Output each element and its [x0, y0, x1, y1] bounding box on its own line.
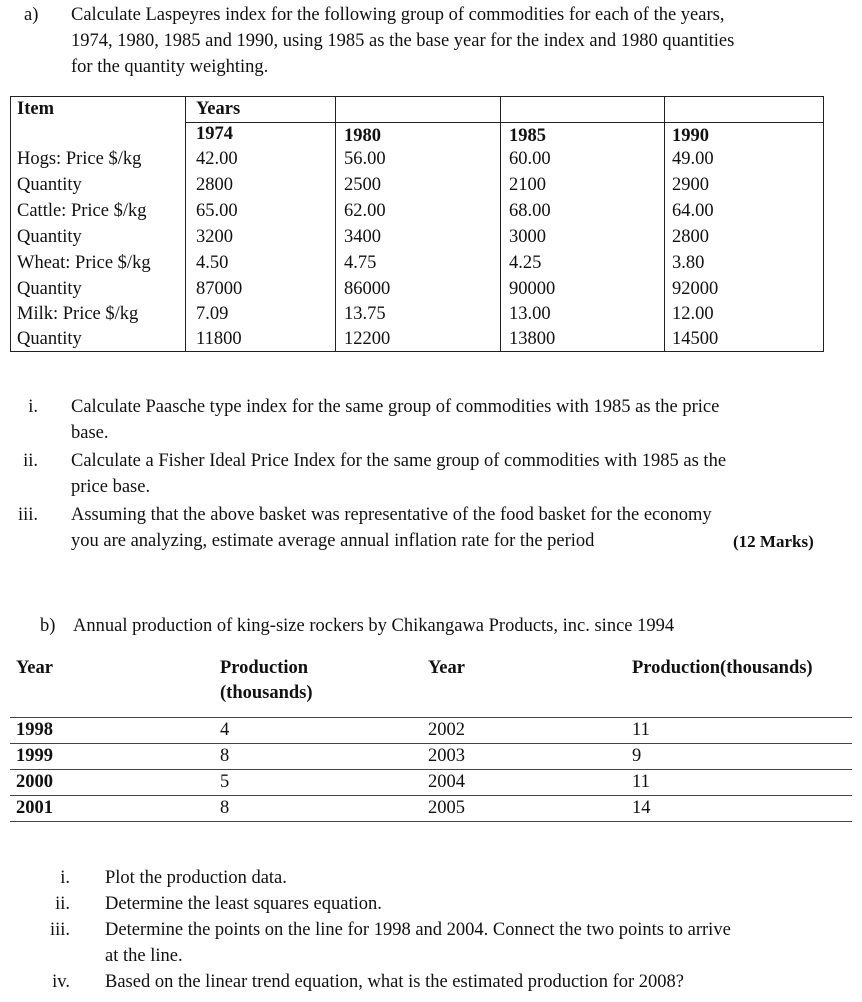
cell-value: 3200 [196, 227, 233, 247]
year-header-1985: 1985 [509, 126, 546, 146]
marks-label: (12 Marks) [733, 532, 814, 551]
part-a-text-line-2: 1974, 1980, 1985 and 1990, using 1985 as the base year for the index and 1980 quantities [71, 31, 735, 51]
year-header: Year [16, 658, 53, 678]
list-number: i. [28, 397, 38, 417]
row-label: Quantity [17, 227, 82, 247]
list-number: iii. [17, 505, 38, 525]
row-label: Quantity [17, 175, 82, 195]
list-text-line: Determine the least squares equation. [105, 894, 382, 914]
part-a-text-line-3: for the quantity weighting. [71, 57, 269, 77]
table-column-divider [664, 96, 665, 352]
cell-value: 13.00 [509, 304, 551, 324]
list-text-line: at the line. [105, 946, 183, 966]
table-column-divider [185, 96, 186, 352]
cell-value: 4.50 [196, 253, 229, 273]
list-text-line: price base. [71, 477, 151, 497]
cell-value: 11800 [196, 329, 242, 349]
cell-value: 3000 [509, 227, 546, 247]
cell-value: 7.09 [196, 304, 229, 324]
part-a-label: a) [24, 5, 39, 25]
table-row-divider [10, 795, 852, 796]
cell-value: 12.00 [672, 304, 714, 324]
year-cell: 1999 [16, 746, 53, 766]
cell-value: 86000 [344, 279, 391, 299]
cell-value: 2800 [196, 175, 233, 195]
list-number: iv. [52, 972, 70, 992]
year-cell: 2002 [428, 720, 465, 740]
year-cell: 1998 [16, 720, 53, 740]
production-cell: 11 [632, 720, 650, 740]
production-cell: 5 [220, 772, 230, 792]
table-row-divider [10, 717, 852, 718]
list-text-line: Based on the linear trend equation, what is the estimated production for 2008? [105, 972, 684, 992]
year-cell: 2005 [428, 798, 465, 818]
production-cell: 8 [220, 798, 230, 818]
cell-value: 13800 [509, 329, 556, 349]
list-number: ii. [23, 451, 38, 471]
cell-value: 49.00 [672, 149, 714, 169]
cell-value: 2100 [509, 175, 546, 195]
production-cell: 8 [220, 746, 230, 766]
production-header-line-1: Production [220, 658, 309, 678]
year-header-2: Year [428, 658, 465, 678]
production-cell: 14 [632, 798, 651, 818]
cell-value: 60.00 [509, 149, 551, 169]
list-text-line: Plot the production data. [105, 868, 287, 888]
production-header-line-2: (thousands) [220, 683, 313, 703]
year-cell: 2004 [428, 772, 465, 792]
cell-value: 3.80 [672, 253, 705, 273]
cell-value: 42.00 [196, 149, 238, 169]
year-cell: 2000 [16, 772, 53, 792]
list-number: i. [60, 868, 70, 888]
cell-value: 90000 [509, 279, 556, 299]
list-text-line: Calculate Paasche type index for the same group of commodities with 1985 as the price [71, 397, 720, 417]
cell-value: 62.00 [344, 201, 386, 221]
cell-value: 87000 [196, 279, 243, 299]
row-label: Cattle: Price $/kg [17, 201, 147, 221]
cell-value: 12200 [344, 329, 391, 349]
table-row-divider [10, 743, 852, 744]
cell-value: 2800 [672, 227, 709, 247]
cell-value: 65.00 [196, 201, 238, 221]
row-label: Quantity [17, 329, 82, 349]
cell-value: 4.25 [509, 253, 542, 273]
table-column-divider [500, 96, 501, 352]
part-b-label: b) [40, 616, 56, 636]
production-cell: 11 [632, 772, 650, 792]
cell-value: 3400 [344, 227, 381, 247]
production-header-2: Production(thousands) [632, 658, 813, 678]
cell-value: 64.00 [672, 201, 714, 221]
table-column-divider [335, 96, 336, 352]
row-label: Hogs: Price $/kg [17, 149, 142, 169]
cell-value: 68.00 [509, 201, 551, 221]
table-row-divider [10, 769, 852, 770]
row-label: Wheat: Price $/kg [17, 253, 151, 273]
table-row-divider [10, 821, 852, 822]
year-cell: 2001 [16, 798, 53, 818]
year-header-1990: 1990 [672, 126, 709, 146]
years-header: Years [196, 99, 241, 119]
part-b-text: Annual production of king-size rockers by Chikangawa Products, inc. since 1994 [73, 616, 675, 636]
part-a-text-line-1: Calculate Laspeyres index for the following group of commodities for each of the years, [71, 5, 725, 25]
cell-value: 2500 [344, 175, 381, 195]
year-header-1974: 1974 [196, 124, 233, 144]
list-number: iii. [49, 920, 70, 940]
commodities-table [10, 96, 824, 352]
list-text-line: Determine the points on the line for 1998 and 2004. Connect the two points to arrive [105, 920, 731, 940]
item-header: Item [17, 99, 54, 119]
list-number: ii. [55, 894, 70, 914]
production-cell: 9 [632, 746, 642, 766]
row-label: Quantity [17, 279, 82, 299]
list-text-line: you are analyzing, estimate average annual inflation rate for the period [71, 531, 595, 551]
cell-value: 4.75 [344, 253, 377, 273]
production-cell: 4 [220, 720, 230, 740]
list-text-line: Assuming that the above basket was representative of the food basket for the economy [71, 505, 712, 525]
cell-value: 13.75 [344, 304, 386, 324]
list-text-line: Calculate a Fisher Ideal Price Index for the same group of commodities with 1985 as the [71, 451, 727, 471]
cell-value: 92000 [672, 279, 719, 299]
cell-value: 56.00 [344, 149, 386, 169]
list-text-line: base. [71, 423, 109, 443]
year-cell: 2003 [428, 746, 465, 766]
table-row-divider [185, 122, 824, 123]
cell-value: 2900 [672, 175, 709, 195]
year-header-1980: 1980 [344, 126, 381, 146]
cell-value: 14500 [672, 329, 719, 349]
row-label: Milk: Price $/kg [17, 304, 139, 324]
